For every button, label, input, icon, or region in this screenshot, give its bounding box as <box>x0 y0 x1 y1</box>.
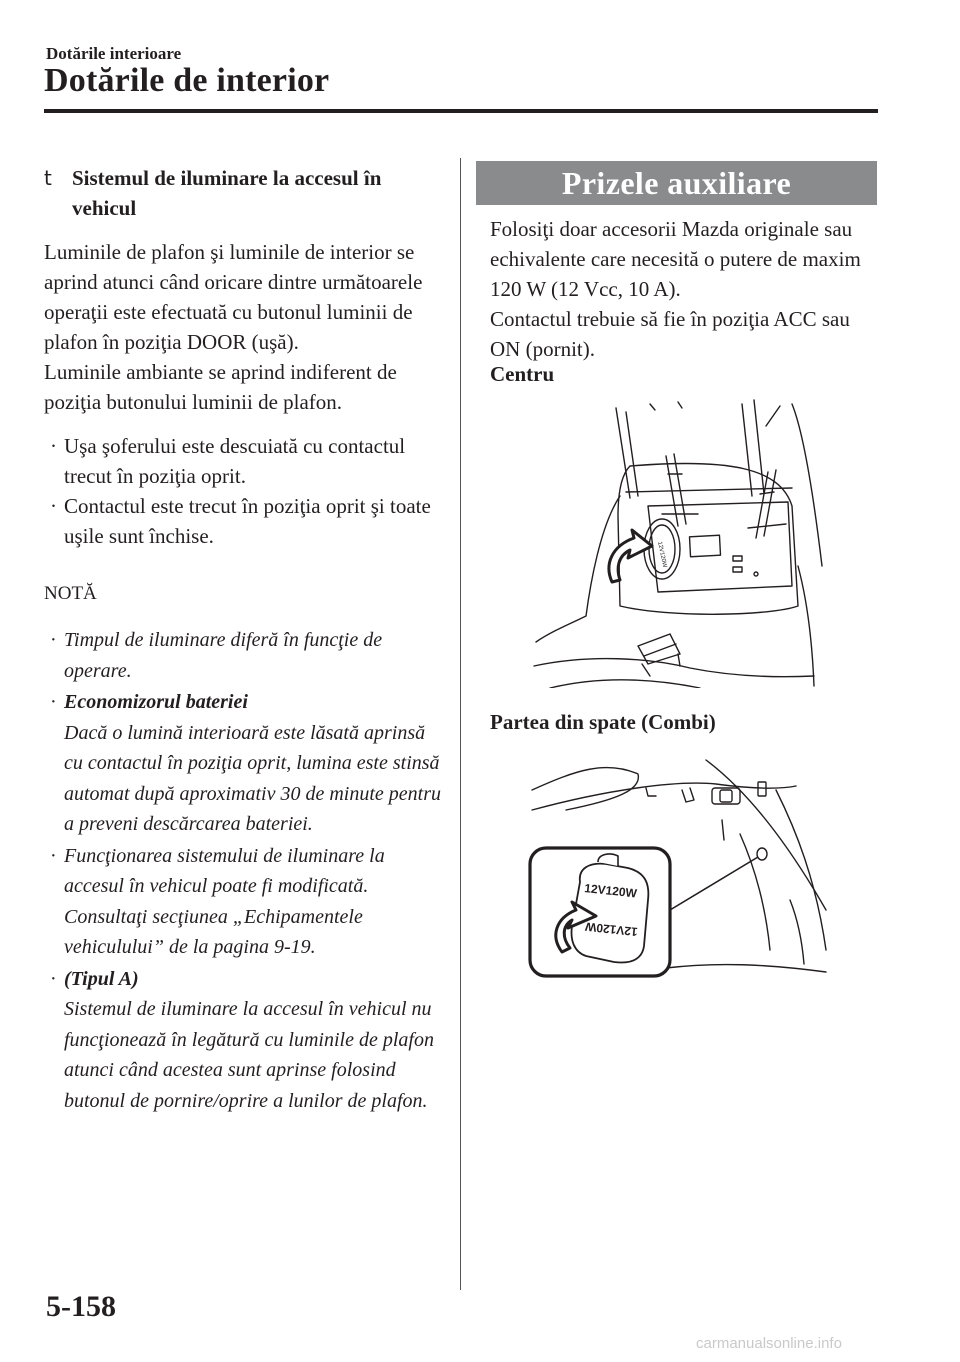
header-rule <box>44 109 878 113</box>
note-text: Funcţionarea sistemului de iluminare la accesul în vehicul poate fi modificată. Consultaţi secţiunea „Echipamentele vehiculului” de la pagina 9-19. <box>64 844 385 958</box>
outlet-rating-label: 12V120W <box>656 541 668 569</box>
bullet-dot-icon: · <box>50 691 57 713</box>
section-banner: Prizele auxiliare <box>476 161 877 205</box>
section-heading <box>44 163 444 223</box>
note-item-title: Economizorul bateriei <box>64 691 248 713</box>
note-item <box>44 841 444 963</box>
subheading-center: Centru <box>490 362 555 386</box>
right-column-text <box>490 214 880 364</box>
center-console-outlet-illustration <box>530 396 830 688</box>
note-item-title: (Tipul A) <box>64 967 139 990</box>
section-marker-icon: t <box>44 166 52 190</box>
outlet-rating-label-flipped: 12V120W <box>584 919 639 939</box>
note-item <box>44 687 444 840</box>
page-title: Dotările de interior <box>44 62 330 99</box>
outlet-rating-label: 12V120W <box>583 881 638 901</box>
list-item <box>44 491 444 551</box>
bullet-dot-icon: · <box>50 629 57 651</box>
note-item <box>44 964 444 1117</box>
bullet-dot-icon: · <box>50 967 57 990</box>
note-list <box>44 625 444 1116</box>
paragraph-ceiling-lights: Luminile de plafon şi luminile de interior se aprind atunci când oricare dintre următoarele operaţii este efectuată cu butonul luminii de plafon în poziţia DOOR (uşă). <box>44 240 423 354</box>
list-item <box>44 431 444 491</box>
section-title: Sistemul de iluminare la accesul în vehicul <box>72 166 382 220</box>
paragraph-accessories: Folosiţi doar accesorii Mazda originale sau echivalente care necesită o putere de maxim 120 W (12 Vcc, 10 A). <box>490 217 861 301</box>
column-divider <box>460 158 461 1290</box>
list-item-text: Uşa şoferului este descuiată cu contactul trecut în poziţia oprit. <box>64 434 406 488</box>
page-number: 5-158 <box>46 1290 116 1323</box>
rear-outlet-illustration <box>526 750 836 982</box>
subheading-rear: Partea din spate (Combi) <box>490 710 716 734</box>
left-column <box>44 163 444 1117</box>
bullet-dot-icon: · <box>50 434 57 458</box>
note-title: NOTĂ <box>44 583 97 604</box>
note-text: Timpul de iluminare diferă în funcţie de operare. <box>64 629 383 682</box>
note-item <box>44 625 444 686</box>
watermark: carmanualsonline.info <box>696 1335 842 1352</box>
list-item-text: Contactul este trecut în poziţia oprit şi toate uşile sunt închise. <box>64 494 431 548</box>
note-text: Sistemul de iluminare la accesul în vehicul nu funcţionează în legătură cu luminile de plafon atunci când acestea sunt aprinse folosind butonul de pornire/oprire a lunilor de plafon. <box>64 998 434 1112</box>
paragraph-ambient-lights: Luminile ambiante se aprind indiferent de poziţia butonului luminii de plafon. <box>44 360 397 414</box>
header-section-name: Dotările interioare <box>46 44 182 63</box>
note-text: Dacă o lumină interioară este lăsată aprinsă cu contactul în poziţia oprit, lumina este stinsă automat după aproximativ 30 de minute pentru a preveni descărcarea bateriei. <box>64 721 441 835</box>
paragraph-ignition: Contactul trebuie să fie în poziţia ACC sau ON (pornit). <box>490 307 850 361</box>
condition-list <box>44 431 444 551</box>
bullet-dot-icon: · <box>50 844 57 867</box>
bullet-dot-icon: · <box>50 494 57 518</box>
